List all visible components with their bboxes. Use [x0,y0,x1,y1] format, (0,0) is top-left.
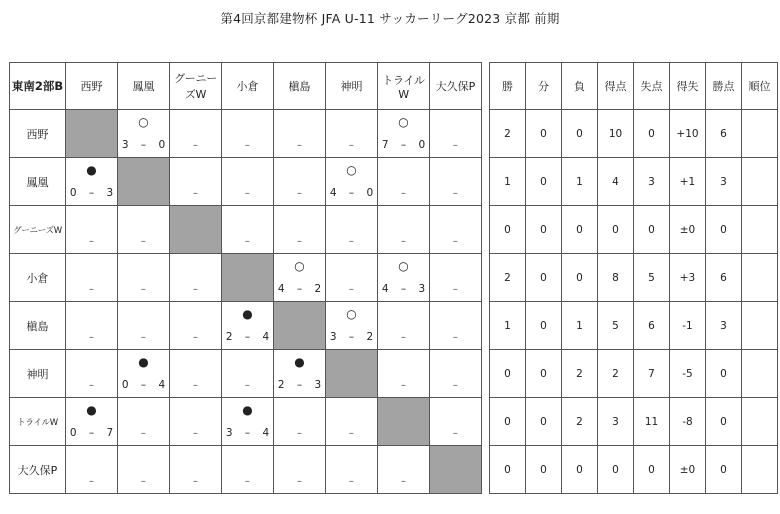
match-cell [66,398,118,446]
score-dash: – [88,187,95,199]
stat-value: 0 [526,446,562,494]
goals-against: 4 [262,427,270,439]
league-table [9,62,778,494]
lose-mark: ● [138,355,149,369]
match-cell [326,254,378,302]
self-cell [378,398,430,446]
table-row [10,302,778,350]
stat-value: 3 [706,158,742,206]
match-cell [170,110,222,158]
no-match-mark: – [193,332,198,343]
no-match-mark: – [141,284,146,295]
stat-value: 5 [634,254,670,302]
table-row [10,158,778,206]
match-score [326,187,377,199]
stat-value: 0 [634,110,670,158]
match-cell [326,446,378,494]
stat-value: 0 [490,398,526,446]
no-match-mark: – [453,428,458,439]
match-cell [222,206,274,254]
stat-value: 0 [562,254,598,302]
win-mark: ○ [294,259,305,273]
no-match-mark: – [193,140,198,151]
match-cell [378,302,430,350]
row-team-2: 鳳凰 [10,158,66,206]
no-match-mark: – [245,140,250,151]
stat-value: 2 [598,350,634,398]
goals-against: 0 [418,139,426,151]
match-cell [378,350,430,398]
win-mark: ○ [398,115,409,129]
match-cell [378,446,430,494]
no-match-mark: – [297,428,302,439]
match-cell [378,254,430,302]
table-row [10,446,778,494]
stat-value: 0 [706,446,742,494]
match-cell [66,158,118,206]
stat-value: 10 [598,110,634,158]
stat-value: 3 [706,302,742,350]
match-cell [118,398,170,446]
column-separator [482,446,490,494]
goals-for: 0 [121,379,129,391]
stat-value [742,158,778,206]
no-match-mark: – [193,380,198,391]
match-cell [118,350,170,398]
stat-value: 0 [526,254,562,302]
score-dash: – [296,283,303,295]
stat-value [742,254,778,302]
goals-against: 0 [366,187,374,199]
match-cell [326,302,378,350]
stat-value: -5 [670,350,706,398]
match-cell [274,206,326,254]
no-match-mark: – [401,476,406,487]
match-score [274,379,325,391]
match-cell [378,158,430,206]
match-cell [118,206,170,254]
no-match-mark: – [401,188,406,199]
match-cell [326,158,378,206]
no-match-mark: – [89,284,94,295]
match-cell [66,206,118,254]
match-cell [118,110,170,158]
self-cell [222,254,274,302]
no-match-mark: – [401,236,406,247]
score-dash: – [244,331,251,343]
match-cell [378,206,430,254]
self-cell [118,158,170,206]
match-cell [430,158,482,206]
lose-mark: ● [242,307,253,321]
no-match-mark: – [193,284,198,295]
match-cell [170,302,222,350]
goals-against: 4 [262,331,270,343]
stat-value: 1 [562,158,598,206]
match-cell [170,350,222,398]
column-separator [482,350,490,398]
win-mark: ○ [346,163,357,177]
score-dash: – [400,283,407,295]
no-match-mark: – [89,332,94,343]
row-team-8: 大久保P [10,446,66,494]
stat-value: 1 [562,302,598,350]
no-match-mark: – [453,188,458,199]
score-dash: – [296,379,303,391]
stat-value: 0 [634,446,670,494]
stat-value: 2 [490,254,526,302]
table-row [10,350,778,398]
goals-against: 2 [314,283,322,295]
row-team-5: 槇島 [10,302,66,350]
match-cell [222,350,274,398]
self-cell [170,206,222,254]
match-cell [66,254,118,302]
stat-value: +1 [670,158,706,206]
no-match-mark: – [453,284,458,295]
stat-header-6: 得失 [670,63,706,110]
goals-for: 4 [381,283,389,295]
match-cell [222,302,274,350]
no-match-mark: – [349,476,354,487]
column-separator [482,110,490,158]
page-title: 第4回京都建物杯 JFA U-11 サッカーリーグ2023 京都 前期 [220,11,560,26]
lose-mark: ● [242,403,253,417]
match-cell [274,254,326,302]
no-match-mark: – [453,140,458,151]
no-match-mark: – [297,236,302,247]
stat-value: 0 [598,206,634,254]
stat-value [742,350,778,398]
column-separator [482,206,490,254]
lose-mark: ● [86,163,97,177]
self-cell [274,302,326,350]
no-match-mark: – [453,236,458,247]
stat-value: 0 [706,206,742,254]
match-cell [66,446,118,494]
stat-value: 0 [526,158,562,206]
stat-value: 2 [562,350,598,398]
goals-for: 2 [277,379,285,391]
stat-value: +3 [670,254,706,302]
match-score [222,331,273,343]
stat-header-1: 勝 [490,63,526,110]
stat-value: 6 [706,254,742,302]
score-dash: – [140,139,147,151]
corner-label: 東南2部B [10,63,66,110]
stat-value: 0 [706,350,742,398]
match-cell [170,254,222,302]
table-row [10,206,778,254]
self-cell [326,350,378,398]
stat-value: 0 [490,350,526,398]
no-match-mark: – [349,236,354,247]
stat-value: 0 [526,302,562,350]
stat-value: ±0 [670,446,706,494]
match-cell [378,110,430,158]
no-match-mark: – [349,140,354,151]
match-cell [66,302,118,350]
match-cell [66,350,118,398]
stat-value: -8 [670,398,706,446]
goals-for: 0 [69,187,77,199]
stat-header-8: 順位 [742,63,778,110]
no-match-mark: – [401,332,406,343]
stat-value: 1 [490,158,526,206]
no-match-mark: – [89,236,94,247]
stat-value: 2 [562,398,598,446]
stat-value: 2 [490,110,526,158]
goals-against: 3 [418,283,426,295]
stat-value: 6 [706,110,742,158]
score-dash: – [140,379,147,391]
stat-value: 0 [490,206,526,254]
column-separator [482,302,490,350]
stat-value: +10 [670,110,706,158]
win-mark: ○ [138,115,149,129]
column-separator [482,158,490,206]
stat-value: 7 [634,350,670,398]
no-match-mark: – [297,476,302,487]
match-cell [274,446,326,494]
self-cell [430,446,482,494]
row-team-4: 小倉 [10,254,66,302]
score-dash: – [88,427,95,439]
match-cell [430,398,482,446]
no-match-mark: – [349,284,354,295]
match-score [66,427,117,439]
stat-value: 0 [490,446,526,494]
no-match-mark: – [297,140,302,151]
column-team-6: 神明 [326,63,378,110]
match-cell [274,110,326,158]
no-match-mark: – [401,380,406,391]
column-separator [482,63,490,110]
match-cell [430,206,482,254]
goals-against: 3 [314,379,322,391]
goals-for: 3 [121,139,129,151]
goals-for: 4 [277,283,285,295]
table-row [10,254,778,302]
stat-value [742,110,778,158]
no-match-mark: – [193,188,198,199]
column-team-1: 西野 [66,63,118,110]
no-match-mark: – [193,428,198,439]
stat-value [742,398,778,446]
match-cell [326,206,378,254]
stat-value: ±0 [670,206,706,254]
no-match-mark: – [141,428,146,439]
column-team-7: トライルW [378,63,430,110]
column-separator [482,398,490,446]
match-cell [118,302,170,350]
lose-mark: ● [294,355,305,369]
goals-against: 2 [366,331,374,343]
match-cell [118,446,170,494]
column-separator [482,254,490,302]
no-match-mark: – [141,236,146,247]
goals-for: 0 [69,427,77,439]
match-cell [222,158,274,206]
lose-mark: ● [86,403,97,417]
match-score [274,283,325,295]
goals-against: 4 [158,379,166,391]
stat-value: 0 [562,110,598,158]
stat-value: 0 [634,206,670,254]
match-cell [430,302,482,350]
match-cell [274,398,326,446]
no-match-mark: – [141,332,146,343]
stat-value [742,446,778,494]
stat-header-3: 負 [562,63,598,110]
row-team-1: 西野 [10,110,66,158]
no-match-mark: – [245,236,250,247]
match-cell [430,110,482,158]
no-match-mark: – [193,476,198,487]
match-score [118,379,169,391]
match-cell [222,110,274,158]
stat-value: 1 [490,302,526,350]
match-score [378,139,429,151]
header-row [10,63,778,110]
no-match-mark: – [245,188,250,199]
stat-value: -1 [670,302,706,350]
no-match-mark: – [297,188,302,199]
stat-value [742,206,778,254]
row-team-7: トライルW [10,398,66,446]
stat-header-2: 分 [526,63,562,110]
stat-value: 5 [598,302,634,350]
no-match-mark: – [453,332,458,343]
no-match-mark: – [453,380,458,391]
win-mark: ○ [346,307,357,321]
goals-for: 3 [329,331,337,343]
row-team-3: グーニーズW [10,206,66,254]
stat-value: 0 [526,110,562,158]
stat-value: 6 [634,302,670,350]
column-team-8: 大久保P [430,63,482,110]
goals-for: 3 [225,427,233,439]
column-team-2: 鳳凰 [118,63,170,110]
no-match-mark: – [89,380,94,391]
stat-value: 0 [526,398,562,446]
no-match-mark: – [141,476,146,487]
self-cell [66,110,118,158]
match-cell [274,350,326,398]
match-score [326,331,377,343]
column-team-4: 小倉 [222,63,274,110]
match-cell [170,398,222,446]
match-cell [170,446,222,494]
match-cell [326,110,378,158]
stat-value: 4 [598,158,634,206]
match-score [378,283,429,295]
goals-against: 0 [158,139,166,151]
stat-value: 0 [706,398,742,446]
column-team-5: 槇島 [274,63,326,110]
stat-value [742,302,778,350]
no-match-mark: – [245,380,250,391]
goals-for: 2 [225,331,233,343]
stat-header-4: 得点 [598,63,634,110]
stat-value: 11 [634,398,670,446]
win-mark: ○ [398,259,409,273]
goals-against: 7 [106,427,114,439]
table-row [10,398,778,446]
match-cell [430,350,482,398]
stat-value: 0 [598,446,634,494]
no-match-mark: – [89,476,94,487]
match-score [66,187,117,199]
match-score [118,139,169,151]
goals-for: 4 [329,187,337,199]
stat-value: 0 [526,206,562,254]
goals-for: 7 [381,139,389,151]
score-dash: – [400,139,407,151]
stat-value: 3 [598,398,634,446]
goals-against: 3 [106,187,114,199]
stat-value: 8 [598,254,634,302]
stat-value: 3 [634,158,670,206]
stat-value: 0 [526,350,562,398]
match-cell [430,254,482,302]
match-cell [326,398,378,446]
table-row [10,110,778,158]
match-cell [274,158,326,206]
stat-header-5: 失点 [634,63,670,110]
match-score [222,427,273,439]
column-team-3: グーニーズW [170,63,222,110]
stat-header-7: 勝点 [706,63,742,110]
match-cell [118,254,170,302]
match-cell [222,398,274,446]
no-match-mark: – [349,428,354,439]
match-cell [222,446,274,494]
row-team-6: 神明 [10,350,66,398]
no-match-mark: – [245,476,250,487]
stat-value: 0 [562,446,598,494]
stat-value: 0 [562,206,598,254]
match-cell [170,158,222,206]
score-dash: – [348,187,355,199]
score-dash: – [348,331,355,343]
score-dash: – [244,427,251,439]
